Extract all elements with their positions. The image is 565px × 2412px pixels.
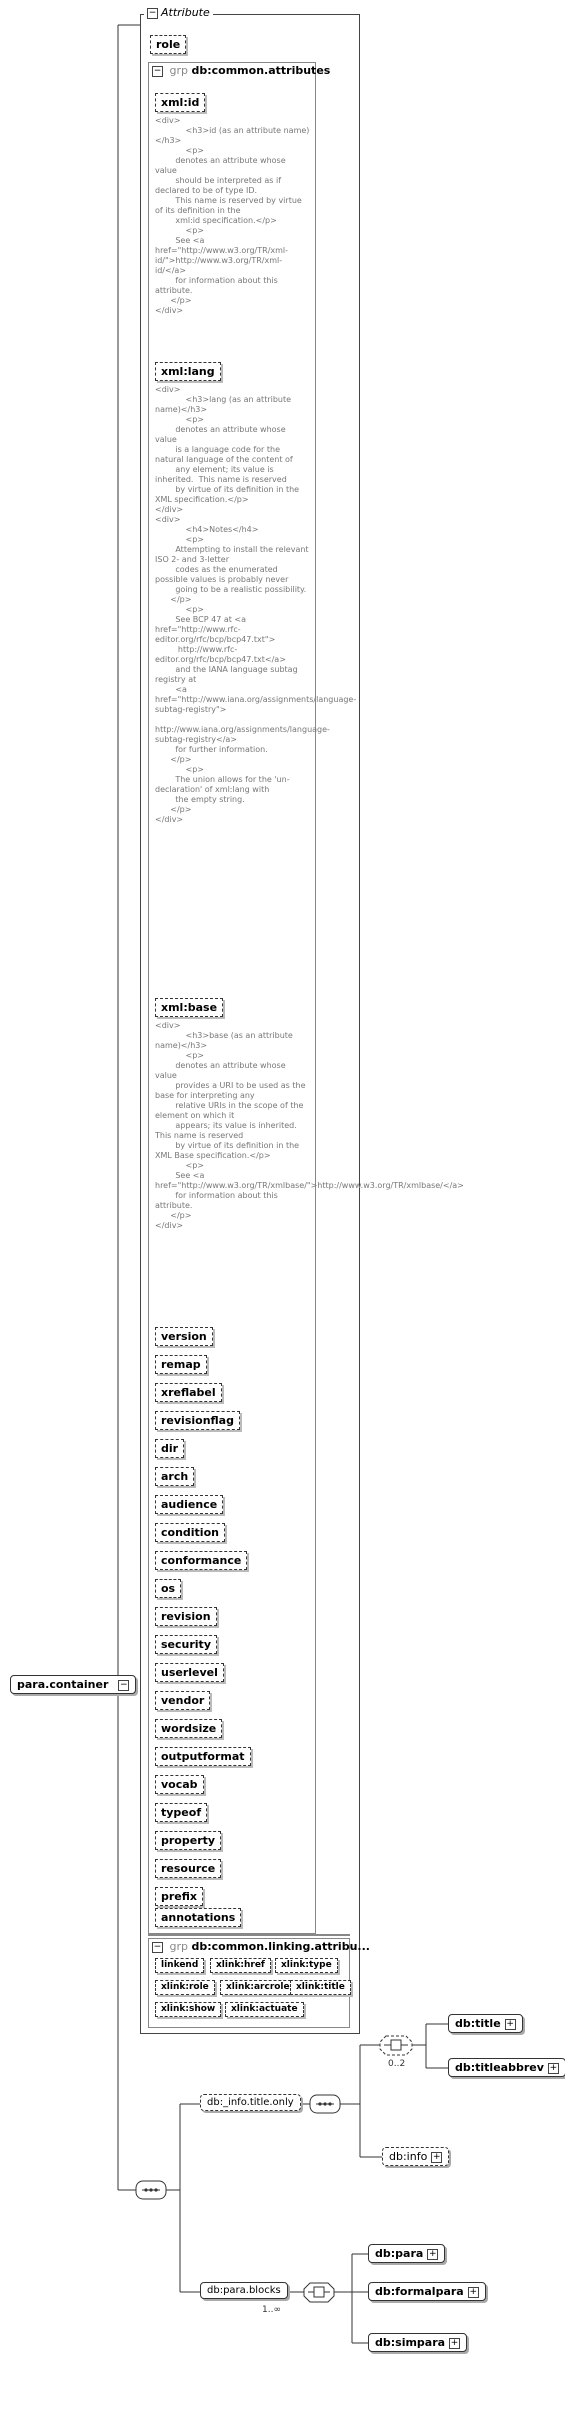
root-element-label: para.container bbox=[17, 1678, 109, 1691]
element-db-info[interactable] bbox=[382, 2147, 449, 2166]
attribute-version[interactable]: version bbox=[155, 1327, 213, 1346]
attribute-xlink-title[interactable]: xlink:title bbox=[290, 1980, 351, 1995]
group-info-title-only-label: db:_info.title.only bbox=[207, 2097, 294, 2108]
expand-icon[interactable]: + bbox=[450, 2337, 459, 2348]
group-db-para-blocks[interactable] bbox=[200, 2282, 288, 2299]
attribute-documentation: <div> <h3>id (as an attribute name)</h3> <p> denotes an attribute whose value should be interpreted as if declared to be of type ID. This name is reserved by virtue of its definition in the xml:id specification.</p> <p> See <a href="http://www.w3.org/TR/xml-id/">http://www.w3.org/TR/xml-id/</a> for information about this attribute. </p> </div> bbox=[155, 116, 310, 315]
attribute-role[interactable]: role bbox=[150, 35, 186, 54]
element-db-titleabbrev[interactable] bbox=[448, 2058, 565, 2077]
element-label: db:formalpara bbox=[375, 2285, 464, 2298]
collapse-icon[interactable]: − bbox=[148, 7, 157, 18]
group-label: db:para.blocks bbox=[207, 2285, 281, 2296]
attribute-xlink-type[interactable]: xlink:type bbox=[275, 1958, 338, 1973]
attribute-xlink-show[interactable]: xlink:show bbox=[155, 2002, 221, 2017]
attribute-revisionflag[interactable]: revisionflag bbox=[155, 1411, 240, 1430]
occurs-label: 1..∞ bbox=[262, 2305, 281, 2315]
attribute-xml-id[interactable]: xml:id bbox=[155, 93, 205, 112]
collapse-icon[interactable]: − bbox=[153, 1941, 162, 1952]
element-label: db:title bbox=[455, 2017, 501, 2030]
attribute-resource[interactable]: resource bbox=[155, 1859, 221, 1878]
attribute-linkend[interactable]: linkend bbox=[155, 1958, 204, 1973]
expand-icon[interactable]: + bbox=[469, 2286, 477, 2297]
attribute-prefix[interactable]: prefix bbox=[155, 1887, 203, 1906]
element-db-simpara[interactable] bbox=[368, 2333, 467, 2352]
attribute-typeof[interactable]: typeof bbox=[155, 1803, 207, 1822]
attribute-xlink-arcrole[interactable]: xlink:arcrole bbox=[220, 1980, 296, 1995]
collapse-icon[interactable]: − bbox=[119, 1679, 128, 1690]
element-db-formalpara[interactable] bbox=[368, 2282, 486, 2301]
attribute-conformance[interactable]: conformance bbox=[155, 1551, 247, 1570]
attribute-documentation: <div> <h3>base (as an attribute name)</h3> <p> denotes an attribute whose value provides a URI to be used as the base for interpreting any relative URIs in the scope of the element on which it appears; its value is inherited. This name is reserved by virtue of its definition in the XML Base specification.</p> <p> See <a href="http://www.w3.org/TR/xmlbase/">http://www.w3.org/TR/xmlbase/</a> for information about this attribute. </p> </div> bbox=[155, 1021, 464, 1230]
attribute-outputformat[interactable]: outputformat bbox=[155, 1747, 251, 1766]
element-label: db:info bbox=[389, 2150, 428, 2163]
expand-icon[interactable]: + bbox=[506, 2018, 514, 2029]
attribute-os[interactable]: os bbox=[155, 1579, 181, 1598]
attribute-revision[interactable]: revision bbox=[155, 1607, 217, 1626]
attribute-security[interactable]: security bbox=[155, 1635, 217, 1654]
attribute-wordsize[interactable]: wordsize bbox=[155, 1719, 222, 1738]
attribute-documentation: <div> <h3>lang (as an attribute name)</h3> <p> denotes an attribute whose value is a language code for the natural language of the content of any element; its value is inherited. This name is reserved by virtue of its definition in the XML specification.</p> </div> <div> <h4>Notes</h4> <p> Attempting to install the relevant ISO 2- and 3-letter codes as the enumerated possible values is probably never going to be a realistic possibility. </p> <p> See BCP 47 at <a href="http://www.rfc-editor.org/rfc/bcp/bcp47.txt"> http://www.rfc-editor.org/rfc/bcp/bcp47.txt</a> and the IANA language subtag registry at <a href="http://www.iana.org/assignments/language-subtag-registry"> http://www.iana.org/assignments/language-subtag-registry</a> for further information. </p> <p> The union allows for the 'un-declaration' of xml:lang with the empty string. </p> </div> bbox=[155, 385, 357, 824]
group-tag: grp bbox=[169, 1940, 188, 1953]
element-db-para[interactable] bbox=[368, 2244, 445, 2263]
attribute-xml-lang[interactable]: xml:lang bbox=[155, 362, 221, 381]
group-name: db:common.linking.attribu... bbox=[191, 1940, 370, 1953]
element-db-title[interactable] bbox=[448, 2014, 523, 2033]
attribute-xlink-href[interactable]: xlink:href bbox=[210, 1958, 271, 1973]
expand-icon[interactable]: + bbox=[433, 2151, 441, 2162]
attribute-xlink-actuate[interactable]: xlink:actuate bbox=[225, 2002, 304, 2017]
attribute-remap[interactable]: remap bbox=[155, 1355, 207, 1374]
linking-attributes-group bbox=[148, 1934, 350, 1936]
attribute-xreflabel[interactable]: xreflabel bbox=[155, 1383, 222, 1402]
element-label: db:titleabbrev bbox=[455, 2061, 544, 2074]
group-name: db:common.attributes bbox=[191, 64, 331, 77]
attribute-frame-title[interactable] bbox=[144, 6, 213, 19]
root-element-para-container[interactable] bbox=[10, 1675, 136, 1694]
attribute-condition[interactable]: condition bbox=[155, 1523, 225, 1542]
element-label: db:para bbox=[375, 2247, 424, 2260]
attribute-vocab[interactable]: vocab bbox=[155, 1775, 204, 1794]
element-label: db:simpara bbox=[375, 2336, 446, 2349]
attribute-frame-title-text: Attribute bbox=[161, 6, 210, 19]
attribute-dir[interactable]: dir bbox=[155, 1439, 184, 1458]
attribute-userlevel[interactable]: userlevel bbox=[155, 1663, 224, 1682]
linking-attributes-group-title[interactable] bbox=[152, 1940, 370, 1953]
attribute-xlink-role[interactable]: xlink:role bbox=[155, 1980, 215, 1995]
attribute-audience[interactable]: audience bbox=[155, 1495, 223, 1514]
attribute-arch[interactable]: arch bbox=[155, 1467, 194, 1486]
attribute-property[interactable]: property bbox=[155, 1831, 221, 1850]
occurs-label: 0..2 bbox=[388, 2059, 406, 2069]
common-attributes-group-header[interactable] bbox=[152, 64, 330, 77]
attribute-annotations[interactable]: annotations bbox=[155, 1908, 241, 1927]
group-info-title-only[interactable] bbox=[200, 2094, 301, 2111]
expand-icon[interactable]: + bbox=[549, 2062, 558, 2073]
attribute-vendor[interactable]: vendor bbox=[155, 1691, 210, 1710]
attribute-xml-base[interactable]: xml:base bbox=[155, 998, 223, 1017]
group-tag: grp bbox=[169, 64, 188, 77]
expand-icon[interactable]: + bbox=[429, 2248, 437, 2259]
collapse-icon[interactable]: − bbox=[153, 65, 162, 76]
